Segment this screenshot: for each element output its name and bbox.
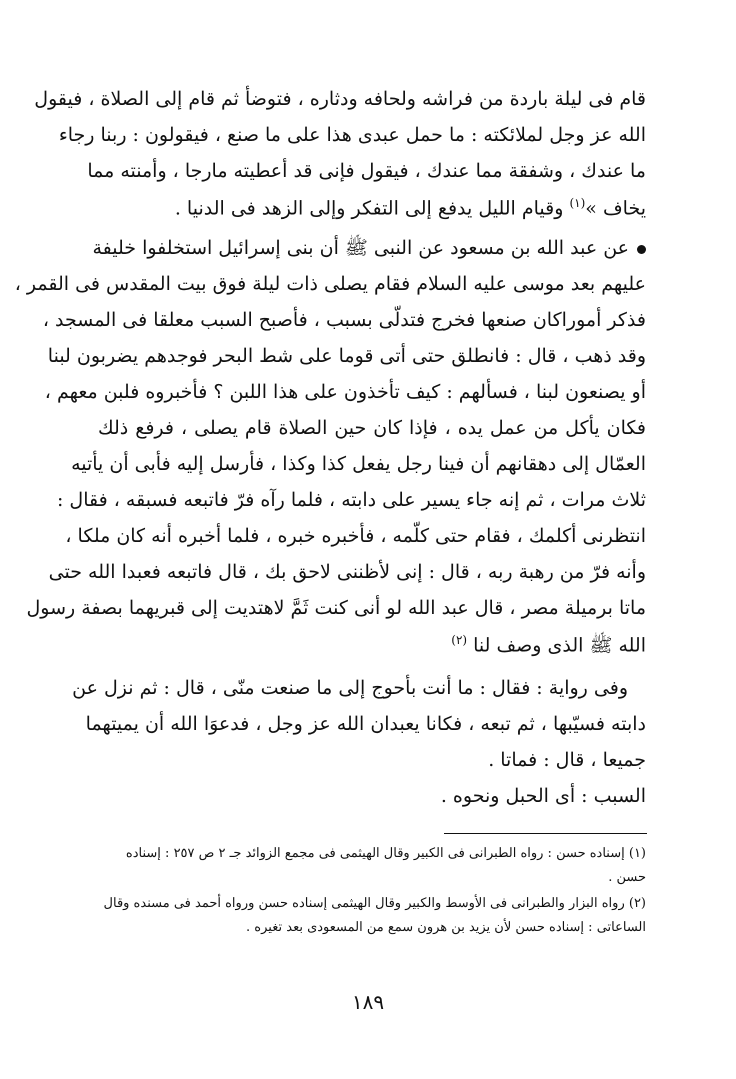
text-line: ثلاث مرات ، ثم إنه جاء يسير على دابته ، فلما رآه فرّ فاتبعه فسبقه ، فقال : [56,489,646,511]
text-line: ماتا برميلة مصر ، قال عبد الله لو أنى كنت ثَمَّ لاهتديت إلى قبريهما بصفة رسول [26,597,646,619]
footnote-line: (٢) رواه البزار والطبرانى فى الأوسط والكبير وقال الهيثمى إسناده حسن ورواه أحمد فى مسنده وقال [103,896,646,911]
text-line: قام فى ليلة باردة من فراشه ولحافه ودثاره ، فتوضأ ثم قام إلى الصلاة ، فيقول [34,88,646,110]
text-line: انتظرنى أكلمك ، فقام حتى كلّمه ، فأخبره خبره ، فلما أخبره أنه كان ملكا ، [65,525,646,547]
text-line: وأنه فرّ من رهبة ربه ، قال : إنى لأظننى لاحق بك ، قال فاتبعه فعبدا الله حتى [48,561,646,583]
text-line [92,236,646,264]
footnote-divider [444,833,647,834]
main-text [14,84,646,824]
text-line: دابته فسيّبها ، ثم تبعه ، فكانا يعبدان الله عز وجل ، فدعوَا الله أن يميتهما [85,713,646,735]
footnote-line: (١) إسناده حسن : رواه الطبرانى فى الكبير وقال الهيثمى فى مجمع الزوائد جـ ٢ ص ٢٥٧ : إسناده [125,846,646,861]
text-line: أو يصنعون لبنا ، فسألهم : كيف تأخذون على هذا اللبن ؟ فأخبروه فلبن معهم ، [44,381,646,403]
text-line: ما عندك ، وشفقة مما عندك ، فيقول فإنى قد أعطيته مارجا ، وأمنته مما [87,160,646,182]
text-line: وفى رواية : فقال : ما أنت بأحوج إلى ما صنعت منّى ، قال : ثم نزل عن [72,677,628,699]
text-line: وقد ذهب ، قال : فانطلق حتى أتى قوما على شط البحر فوجدهم يضربون لبنا [47,345,646,367]
footnotes [98,846,646,966]
text-line: عليهم بعد موسى عليه السلام فقام يصلى ذات ليلة فوق بيت المقدس فى القمر ، [14,273,646,295]
footnote-reference: (١) [569,196,586,210]
text-line [98,633,646,661]
footnote-reference: (٢) [451,633,468,647]
bullet-icon [637,245,646,254]
text-line [98,196,646,219]
text-fragment: يخاف » [585,197,646,220]
footnote-line: الساعاتى : إسناده حسن لأن يزيد بن هرون سمع من المسعودى بعد تغيره . [246,920,646,935]
text-line: العمّال إلى دهقانهم أن فينا رجل يفعل كذا وكذا ، فأرسل إليه فأبى أن يأتيه [71,453,646,475]
text-fragment: وقيام الليل يدفع إلى التفكر وإلى الزهد فى الدنيا . [174,197,564,220]
text-line: السبب : أى الحبل ونحوه . [440,785,646,807]
text-fragment: عن عبد الله بن مسعود عن النبى ﷺ أن بنى إسرائيل استخلفوا خليفة [92,237,629,259]
text-line: جميعا ، قال : فماتا . [488,749,646,771]
text-fragment: الله ﷺ الذى وصف لنا [473,634,646,657]
page-number: ١٨٩ [351,990,385,1014]
text-line: الله عز وجل لملائكته : ما حمل عبدى هذا على ما صنع ، فيقولون : ربنا رجاء [58,124,646,146]
footnote-line: حسن . [608,870,646,885]
text-line: فذكر أموراكان صنعها فخرج فتدلّى بسبب ، فأصبح السبب معلقا فى المسجد ، [42,309,646,331]
text-line: فكان يأكل من عمل يده ، فإذا كان حين الصلاة قام يصلى ، فرفع ذلك [98,417,646,439]
